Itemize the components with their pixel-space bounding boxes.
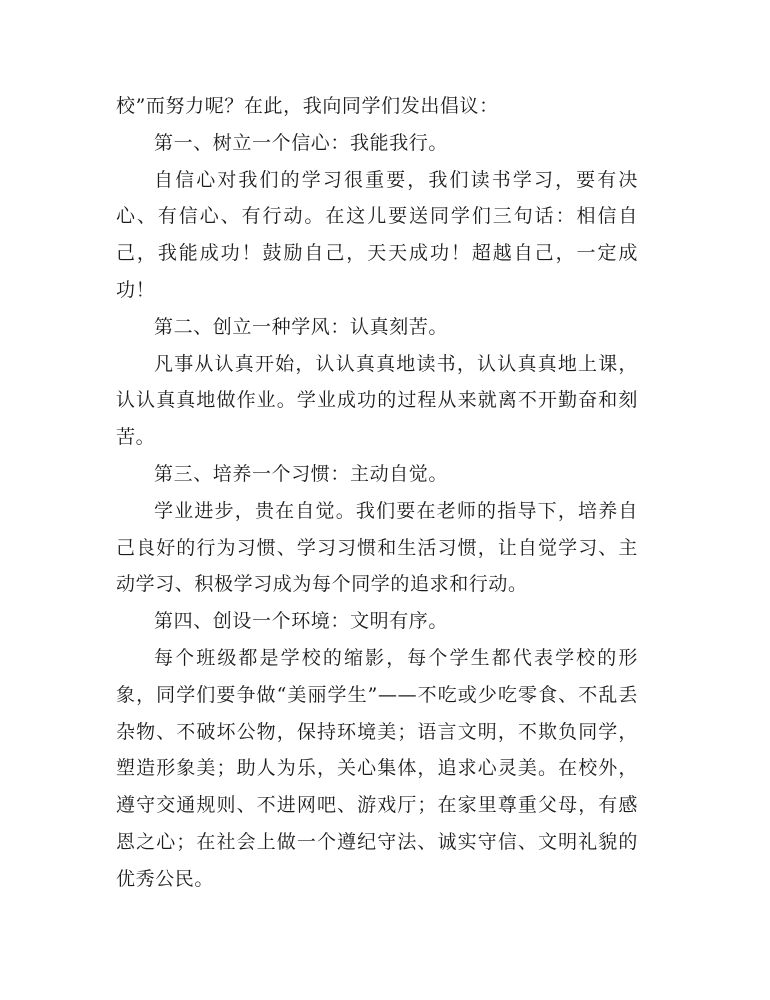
heading-point-three: 第三、培养一个习惯：主动自觉。 [154,462,449,485]
heading-point-two: 第二、创立一种学风：认真刻苦。 [154,315,449,338]
paragraph-environment: 每个班级都是学校的缩影，每个学生都代表学校的形象，同学们要争做“美丽学生”——不吃或少吃零食、不乱丢杂物、不破坏公物，保持环境美；语言文明，不欺负同学，塑造形象美；助人为乐，关心集体，追求心灵美。在校外，遵守交通规则、不进网吧、游戏厅；在家里尊重父母，有感恩之心；在社会上做一个遵纪守法、诚实守信、文明礼貌的优秀公民。 [116,646,638,890]
document-body [116,88,638,898]
heading-point-four: 第四、创设一个环境：文明有序。 [154,610,449,633]
paragraph-habits: 学业进步，贵在自觉。我们要在老师的指导下，培养自己良好的行为习惯、学习习惯和生活习惯，让自觉学习、主动学习、积极学习成为每个同学的追求和行动。 [116,499,638,596]
paragraph-continuation: 校”而努力呢？在此，我向同学们发出倡议： [116,95,499,117]
paragraph-diligence: 凡事从认真开始，认认真真地读书，认认真真地上课，认认真真地做作业。学业成功的过程从来就离不开勤奋和刻苦。 [116,352,638,449]
paragraph-confidence: 自信心对我们的学习很重要，我们读书学习，要有决心、有信心、有行动。在这儿要送同学们三句话：相信自己，我能成功！鼓励自己，天天成功！超越自己，一定成功！ [116,168,638,301]
heading-point-one: 第一、树立一个信心：我能我行。 [154,131,449,154]
